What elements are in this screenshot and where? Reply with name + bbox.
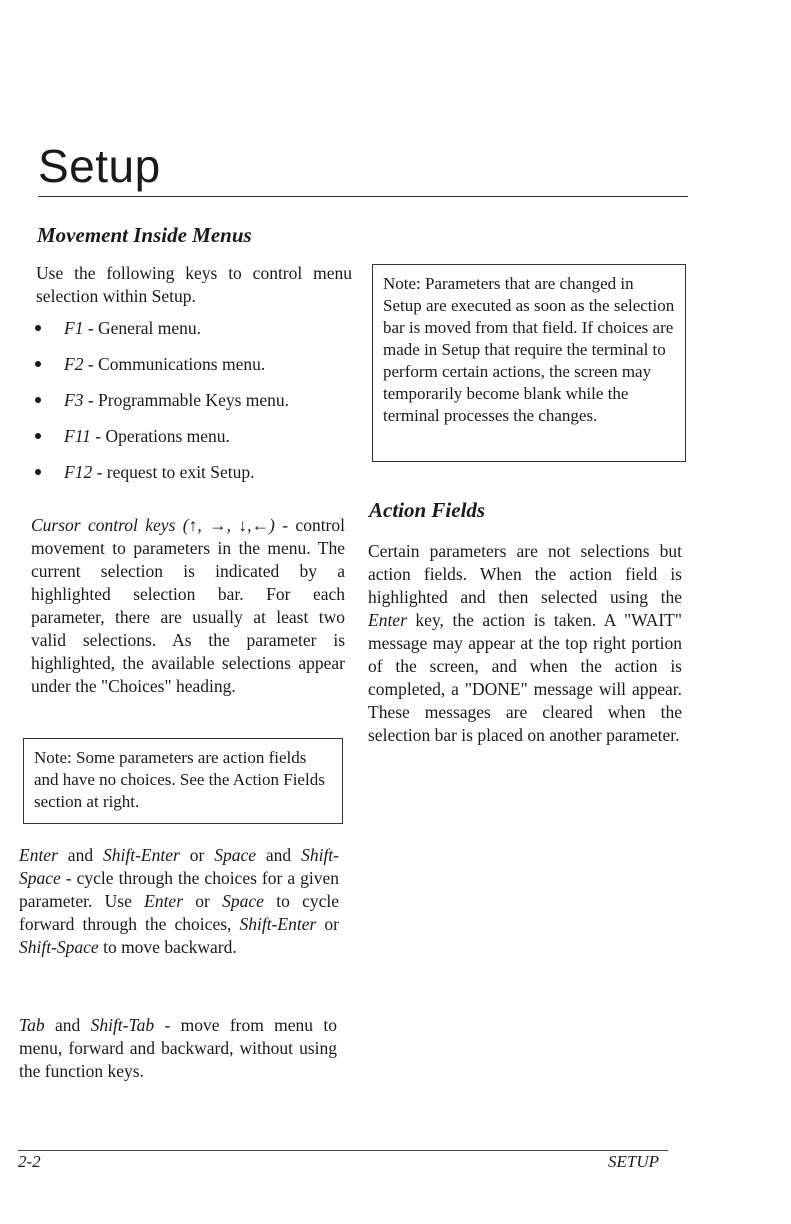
footer-rule (18, 1150, 668, 1151)
note-box-parameters (372, 264, 686, 462)
key-description: - Programmable Keys menu. (83, 390, 290, 410)
page-number: 2-2 (18, 1152, 41, 1171)
footer-section-name: SETUP (608, 1152, 659, 1171)
key-description: - Operations menu. (90, 426, 230, 446)
action-fields-paragraph: Certain parameters are not selections but action fields. When the action field is highlighted and then selected using the Enter key, the action is taken. A "WAIT" message may appear at the top right portion of the screen, and when the action is completed, a "DONE" message will appear. These messages are cleared when the selection bar is placed on another parameter. (368, 541, 682, 745)
list-item (35, 424, 355, 460)
key-name: F12 (64, 462, 93, 482)
cursor-keys-paragraph: Cursor control keys (↑, →, ↓,←) - control movement to parameters in the menu. The current selection is indicated by a highlighted selection bar. For each parameter, there are usually at least two valid selections. As the parameter is highlighted, the available selections appear under the "Choices" heading. (31, 515, 345, 696)
key-name: F2 (64, 354, 84, 374)
note-text: Note: Parameters that are changed in Setup are executed as soon as the selection bar is moved from that field. If choices are made in Setup that require the terminal to perform certain actions, the screen may temporarily become blank while the terminal processes the changes. (383, 274, 675, 425)
key-name: F3 (64, 390, 84, 410)
title-rule (38, 196, 688, 197)
section-heading-action-fields: Action Fields (369, 498, 486, 522)
note-text: Note: Some parameters are action fields and have no choices. See the Action Fields section at right. (34, 748, 325, 811)
key-description: - request to exit Setup. (92, 462, 255, 482)
key-name: F11 (64, 426, 91, 446)
list-item (35, 388, 355, 424)
list-item (35, 352, 355, 388)
page-title: Setup (38, 140, 161, 192)
bullet-icon (35, 397, 41, 403)
function-key-list (35, 316, 355, 496)
key-name: F1 (64, 318, 84, 338)
list-item (35, 316, 355, 352)
note-box-action-fields (23, 738, 343, 824)
enter-space-paragraph: Enter and Shift-Enter or Space and Shift-Space - cycle through the choices for a given parameter. Use Enter or Space to cycle forward through the choices, Shift-Enter or Shift-Space to move backward. (19, 845, 340, 957)
movement-intro: Use the following keys to control menu selection within Setup. (36, 263, 352, 306)
section-heading-movement: Movement Inside Menus (37, 223, 252, 247)
cursor-keys-label: Cursor control keys (↑, →, ↓,←) (31, 515, 275, 535)
key-description: - General menu. (83, 318, 202, 338)
bullet-icon (35, 469, 41, 475)
tab-paragraph: Tab and Shift-Tab - move from menu to menu, forward and backward, without using the function keys. (19, 1015, 337, 1081)
bullet-icon (35, 361, 41, 367)
bullet-icon (35, 433, 41, 439)
bullet-icon (35, 325, 41, 331)
list-item (35, 460, 355, 496)
key-description: - Communications menu. (83, 354, 266, 374)
